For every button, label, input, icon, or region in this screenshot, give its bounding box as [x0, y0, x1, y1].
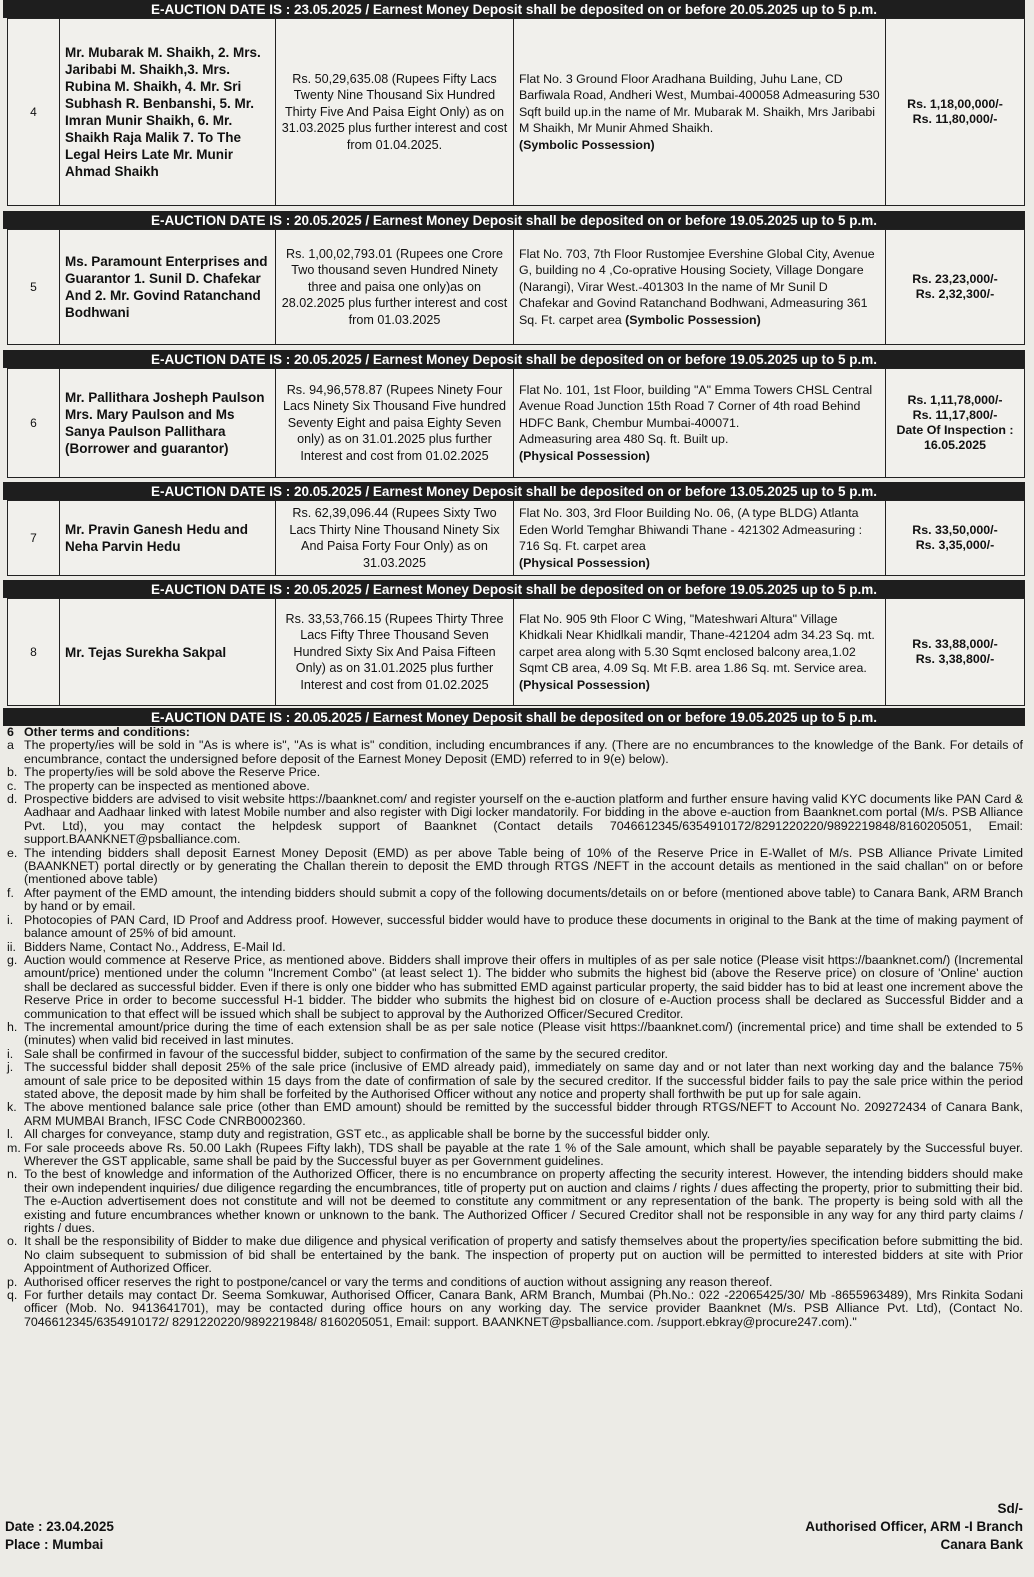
term-text: For further details may contact Dr. Seema Somkuwar, Authorised Officer, Canara Bank, ARM Branch, Mumbai (Ph.No.: 022 -22065425/30/ Mb -8655963489), Mrs Rinkita Sodani officer (Mob. No. 9413641701), may be contacted during office hours on any working day. The service provider Baanknet (M/s. PSB Alliance Pvt. Ltd), (Contact No. 7046612345/6354910172/ 8291220220/9892219848/ 8160205051, Email: support. BAANKNET@psballiance.com. /support.ebkray@procure247.com)." — [24, 1288, 1023, 1329]
property-description — [514, 599, 886, 705]
term-item — [7, 1048, 1023, 1061]
term-label: ii. — [7, 939, 16, 954]
borrower-name: Mr. Mubarak M. Shaikh, 2. Mrs. Jaribabi M. Shaikh,3. Mrs. Rubina M. Shaikh, 4. Mr. Sri Subhash R. Benbanshi, 5. Mr. Imran Munir Shaikh, 6. Mr. Shaikh Raja Malik 7. To The Legal Heirs Late Mr. Munir Ahmad Shaikh — [60, 19, 276, 205]
property-description — [514, 19, 886, 205]
term-text: Authorised officer reserves the right to postpone/cancel or vary the terms and conditions of auction without assigning any reason thereof. — [24, 1274, 773, 1289]
term-item — [7, 793, 1023, 847]
term-text: The property can be inspected as mentioned above. — [24, 778, 310, 793]
outstanding-dues: Rs. 94,96,578.87 (Rupees Ninety Four Lacs Ninety Six Thousand Five hundred Seventy Eight and paisa Eighty Seven only) as on 31.01.2025 plus further Interest and cost from 01.02.2025 — [276, 369, 514, 477]
term-label: o. — [7, 1234, 18, 1249]
bank-name: Canara Bank — [940, 1537, 1023, 1552]
place-label: Place : — [5, 1537, 49, 1552]
term-item — [7, 766, 1023, 779]
auction-date-band: E-AUCTION DATE IS : 20.05.2025 / Earnest Money Deposit shall be deposited on or before 19.05.2025 up to 5 p.m. — [3, 211, 1025, 229]
outstanding-dues: Rs. 50,29,635.08 (Rupees Fifty Lacs Twenty Nine Thousand Six Hundred Thirty Five And Paisa Eight Only) as on 31.03.2025 plus further interest and cost from 01.04.2025. — [276, 19, 514, 205]
auction-date-band: E-AUCTION DATE IS : 20.05.2025 / Earnest Money Deposit shall be deposited on or before 13.05.2025 up to 5 p.m. — [3, 482, 1025, 500]
term-item — [7, 1142, 1023, 1169]
property-details: Flat No. 3 Ground Floor Aradhana Building, Juhu Lane, CD Barfiwala Road, Andheri West, Mumbai-400058 Admeasuring 530 Sqft build up.in the name of Mr. Mubarak M. Shaikh, Mrs Jaribabi M Shaikh, Mr Munir Ahmed Shaikh. — [519, 71, 880, 136]
term-text: The successful bidder shall deposit 25% of the sale price (inclusive of EMD already paid), immediately on same day and or not later than next working day and the balance 75% amount of sale price to be deposited within 15 days from the date of confirmation of sale by the secured creditor. If the successful bidder fails to pay the sale price within the period stated above, the deposit made by him shall be forfeited by the Authorised Officer without any notice and property shall forthwith be put up for sale again. — [24, 1060, 1023, 1101]
term-text: For sale proceeds above Rs. 50.00 Lakh (Rupees Fifty lakh), TDS shall be payable at the rate 1 % of the Sale amount, which shall be payable separately by the Successful buyer. Wherever the GST applicable, same shall be paid by the Successful buyer as per Government guidelines. — [24, 1140, 1023, 1168]
term-label: q. — [7, 1288, 18, 1303]
property-row — [7, 368, 1025, 478]
term-label: d. — [7, 792, 18, 807]
term-label: c. — [7, 778, 17, 793]
term-item — [7, 1101, 1023, 1128]
possession-type: (Symbolic Possession) — [519, 137, 655, 152]
term-text: All charges for conveyance, stamp duty and registration, GST etc., as applicable shall be borne by the successful bidder only. — [24, 1127, 711, 1142]
serial-number: 7 — [8, 501, 60, 575]
outstanding-dues: Rs. 33,53,766.15 (Rupees Thirty Three Lacs Fifty Three Thousand Seven Hundred Sixty Six And Paisa Fifteen Only) as on 31.01.2025 plus further Interest and cost from 01.02.2025 — [276, 599, 514, 705]
term-text: Photocopies of PAN Card, ID Proof and Address proof. However, successful bidder would have to produce these documents in original to the Bank at the time of making payment of balance amount of 25% of bid amount. — [24, 912, 1023, 941]
serial-number: 8 — [8, 599, 60, 705]
terms-heading-number: 6 — [7, 725, 14, 739]
term-item — [7, 1128, 1023, 1141]
terms-list — [7, 739, 1023, 1329]
term-label: l. — [7, 1127, 14, 1142]
term-item — [7, 1021, 1023, 1048]
term-label: b. — [7, 765, 18, 780]
auction-date-band: E-AUCTION DATE IS : 20.05.2025 / Earnest Money Deposit shall be deposited on or before 19.05.2025 up to 5 p.m. — [3, 350, 1025, 368]
signature-mark: Sd/- — [997, 1501, 1023, 1516]
term-text: The property/ies will be sold in "As is where is", "As is what is" condition, including encumbrances if any. (There are no encumbrances to the knowledge of the Bank. For details of encumbrance, contact the undersigned before deposit of the Earnest Money Deposit (EMD) referred to in 9(e) below). — [24, 738, 1023, 766]
possession-type: (Symbolic Possession) — [625, 312, 761, 327]
auction-date-band: E-AUCTION DATE IS : 23.05.2025 / Earnest Money Deposit shall be deposited on or before 20.05.2025 up to 5 p.m. — [3, 0, 1025, 18]
term-text: Prospective bidders are advised to visit website https://baanknet.com/ and register yourself on the e-auction platform and further ensure having valid KYC documents like PAN Card & Aadhaar and Aadhaar linked with latest Mobile number and also register with Digi locker mandatorily. For bidding in the above e-auction from Baanknet.com portal (M/s. PSB Alliance Pvt. Ltd), you may contact the helpdesk support of Baanknet (Contact details 7046612345/6354910172/8291220220/9892219848/8160205051, Email: support.BAANKNET@psballiance.com. — [24, 792, 1023, 847]
term-label: g. — [7, 952, 18, 967]
term-label: e. — [7, 845, 18, 860]
possession-type: (Physical Possession) — [519, 448, 650, 463]
borrower-name: Mr. Pravin Ganesh Hedu and Neha Parvin Hedu — [60, 501, 276, 575]
term-label: m. — [7, 1140, 21, 1155]
term-text: The intending bidders shall deposit Earnest Money Deposit (EMD) as per above Table being of 10% of the Reserve Price in E-Wallet of M/s. PSB Alliance Private Limited (BAANKNET) portal directly or by generating the Challan therein to deposit the EMD through RTGS /NEFT in the account details as mentioned in the said challan" on or before (mentioned above table) — [24, 845, 1023, 887]
borrower-name: Mr. Pallithara Josheph Paulson Mrs. Mary Paulson and Ms Sanya Paulson Pallithara (Borrower and guarantor) — [60, 369, 276, 477]
auction-date-band: E-AUCTION DATE IS : 20.05.2025 / Earnest Money Deposit shall be deposited on or before 19.05.2025 up to 5 p.m. — [3, 580, 1025, 598]
term-item — [7, 887, 1023, 914]
reserve-price-emd: Rs. 33,88,000/- Rs. 3,38,800/- — [912, 637, 998, 666]
terms-heading-text: Other terms and conditions: — [24, 725, 190, 739]
terms-and-conditions — [7, 726, 1023, 1329]
outstanding-dues: Rs. 1,00,02,793.01 (Rupees one Crore Two thousand seven Hundred Ninety three and paisa one only)as on 28.02.2025 plus further interest and cost from 01.03.2025 — [276, 230, 514, 344]
term-text: It shall be the responsibility of Bidder to make due diligence and physical verification of property and satisfy themselves about the property/ies specification before submitting the bid. No claim subsequent to submission of bid shall be entertained by the bank. The inspection of property put on auction will be permitted to interested bidders at site with Prior Appointment of Authorized Officer. — [24, 1234, 1023, 1276]
term-label: p. — [7, 1274, 18, 1289]
reserve-price-emd: Rs. 1,11,78,000/- Rs. 11,17,800/- Date Of Inspection : 16.05.2025 — [896, 393, 1014, 452]
term-label: i. — [7, 912, 14, 927]
term-text: The above mentioned balance sale price (other than EMD amount) should be remitted by the successful bidder through RTGS/NEFT to Account No. 209272434 of Canara Bank, ARM MUMBAI Branch, IFSC Code CNRB0002360. — [24, 1100, 1023, 1128]
notice-date: 23.04.2025 — [46, 1519, 114, 1534]
reserve-price-emd: Rs. 1,18,00,000/- Rs. 11,80,000/- — [907, 97, 1003, 126]
property-row — [7, 500, 1025, 576]
term-label: n. — [7, 1167, 18, 1182]
place-line — [5, 1536, 114, 1554]
term-item — [7, 954, 1023, 1021]
property-details: Flat No. 905 9th Floor C Wing, "Mateshwari Altura" Village Khidkali Near Khidlkali mandir, Thane-421204 adm 34.23 Sq. mt. carpet area along with 5.30 Sqmt enclosed balcony area,1.02 Sqmt CB area, 4.09 Sq. Mt F.B. area 1.86 Sq. mt. Service area. — [519, 611, 875, 676]
outstanding-dues: Rs. 62,39,096.44 (Rupees Sixty Two Lacs Thirty Nine Thousand Ninety Six And Paisa Forty Four Only) as on 31.03.2025 — [276, 501, 514, 575]
possession-type: (Physical Possession) — [519, 677, 650, 692]
term-text: Auction would commence at Reserve Price, as mentioned above. Bidders shall improve their offers in multiples of as per sale notice (Please visit https://baanknet.com/) (Incremental amount/price) mentioned under the column "Increment Combo" (at least select 1). The bidder who submits the highest bid (above the Reserve price) on closure of 'Online' auction shall be declared as successful bidder. Even if there is only one bidder who has submitted EMD against particular property, the said bidder has to bid at least one increment above the Reserve Price in order to become successful H-1 bidder. The bidder who submits the highest bid on closure of e-Auction process shall be declared as Successful Bidder and a communication to that effect will be issued which shall be subject to approval by the Authorized Officer/Secured Creditor. — [24, 952, 1023, 1021]
reserve-price-emd: Rs. 23,23,000/- Rs. 2,32,300/- — [912, 272, 998, 301]
term-item — [7, 780, 1023, 793]
term-label: h. — [7, 1019, 18, 1034]
auction-date-band: E-AUCTION DATE IS : 20.05.2025 / Earnest Money Deposit shall be deposited on or before 19.05.2025 up to 5 p.m. — [3, 708, 1025, 726]
property-description — [514, 501, 886, 575]
term-item — [7, 847, 1023, 887]
term-text: Bidders Name, Contact No., Address, E-Mail Id. — [24, 939, 286, 954]
term-item — [7, 1289, 1023, 1329]
property-details: Flat No. 101, 1st Floor, building "A" Emma Towers CHSL Central Avenue Road Junction 15th Road 7 Corner of 4th road Behind HDFC Bank, Chembur Mumbai-400071. Admeasuring area 480 Sq. ft. Built up. — [519, 382, 873, 447]
property-details: Flat No. 303, 3rd Floor Building No. 06, (A type BLDG) Atlanta Eden World Temghar Bhiwandi Thane - 421302 Admeasuring : 716 Sq. Ft. carpet area — [519, 506, 863, 553]
term-text: To the best of knowledge and information of the Authorized Officer, there is no encumbrance on property affecting the security interest. However, the intending bidders should make their own independent inquiries/ due diligence regarding the encumbrances, title of property put on auction and claims / rights / dues affecting the property, prior to submitting their bid. The e-Auction advertisement does not constitute and will not be deemed to constitute any commitment or any representation of the bank. The property is being sold with all the existing and future encumbrances whether known or unknown to the bank. The Authorized Officer / Secured Creditor shall not be responsible in any way for any third party claims / rights / dues. — [24, 1167, 1023, 1236]
term-text: The property/ies will be sold above the Reserve Price. — [24, 765, 321, 780]
term-item — [7, 1235, 1023, 1275]
reserve-price-emd: Rs. 33,50,000/- Rs. 3,35,000/- — [912, 523, 998, 552]
serial-number: 4 — [8, 19, 60, 205]
borrower-name: Ms. Paramount Enterprises and Guarantor 1. Sunil D. Chafekar And 2. Mr. Govind Ratanchand Bodhwani — [60, 230, 276, 344]
term-label: j. — [7, 1060, 14, 1075]
property-description — [514, 369, 886, 477]
notice-place: Mumbai — [52, 1537, 104, 1552]
term-text: After payment of the EMD amount, the intending bidders should submit a copy of the following documents/details on or before (mentioned above table) to Canara Bank, ARM Branch by hand or by email. — [24, 885, 1023, 914]
property-description — [514, 230, 886, 344]
property-row — [7, 18, 1025, 206]
date-label: Date : — [5, 1519, 43, 1534]
term-label: a — [7, 738, 14, 753]
term-item — [7, 1168, 1023, 1235]
term-label: f. — [7, 885, 14, 900]
term-text: The incremental amount/price during the time of each extension shall be as per sale notice (Please visit https://baanknet.com/) (incremental price) and time shall be extended to 5 (minutes) when valid bid received in last minutes. — [24, 1019, 1023, 1048]
auction-notice-page — [3, 0, 1031, 1577]
term-label: i. — [7, 1046, 14, 1061]
notice-date-place — [5, 1518, 114, 1554]
serial-number: 5 — [8, 230, 60, 344]
term-item — [7, 914, 1023, 941]
borrower-name: Mr. Tejas Surekha Sakpal — [60, 599, 276, 705]
possession-type: (Physical Possession) — [519, 555, 650, 570]
term-item — [7, 1276, 1023, 1289]
term-item — [7, 739, 1023, 766]
term-item — [7, 941, 1023, 954]
term-text: Sale shall be confirmed in favour of the successful bidder, subject to confirmation of the same by the secured creditor. — [24, 1046, 668, 1061]
term-item — [7, 1061, 1023, 1101]
property-details: Flat No. 703, 7th Floor Rustomjee Evershine Global City, Avenue G, building no 4 ,Co-oprative Housing Society, Village Dongare (Narangi), Virar West.-401303 In the name of Mr Sunil D Chafekar and Govind Ratanchand Bodhwani, Admeasuring 361 Sq. Ft. carpet area — [519, 246, 875, 327]
property-row — [7, 229, 1025, 345]
property-row — [7, 598, 1025, 706]
officer-title: Authorised Officer, ARM -I Branch — [805, 1519, 1023, 1534]
serial-number: 6 — [8, 369, 60, 477]
terms-heading — [7, 726, 1023, 739]
date-line — [5, 1518, 114, 1536]
authorised-signatory — [805, 1500, 1023, 1554]
term-label: k. — [7, 1100, 17, 1115]
